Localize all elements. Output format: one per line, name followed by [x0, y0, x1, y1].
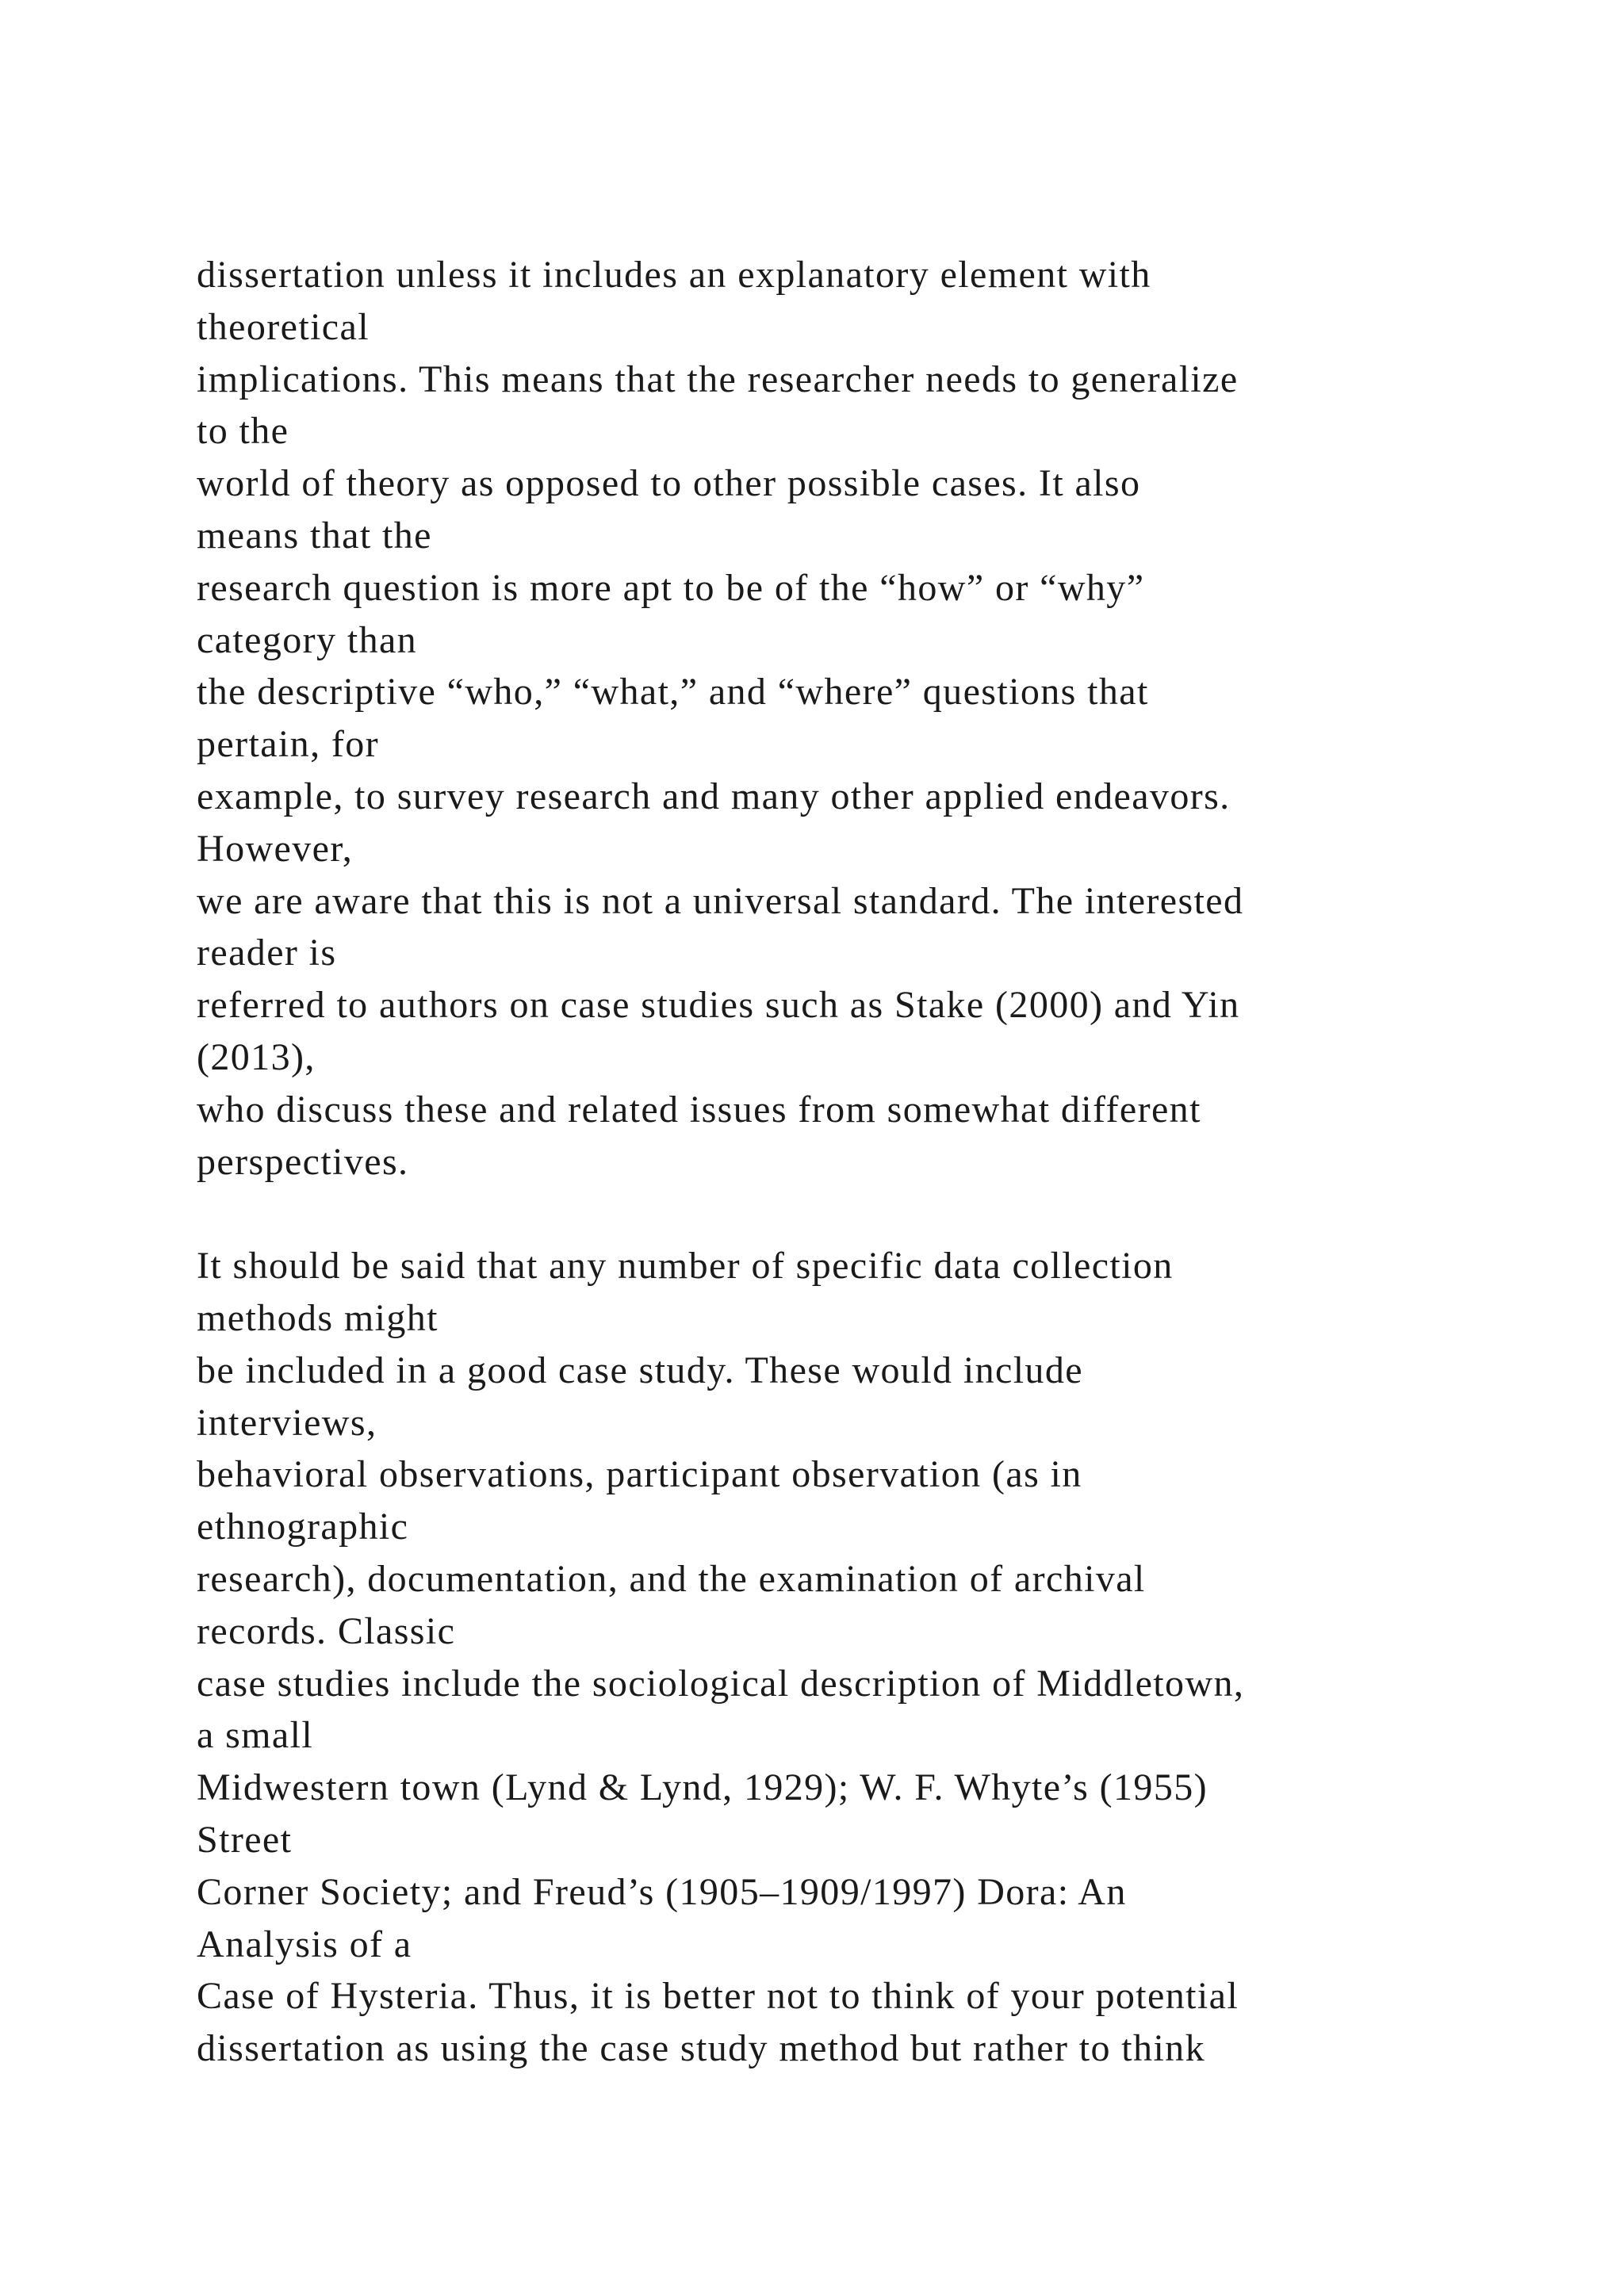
text-line: pertain, for — [197, 723, 380, 766]
text-line: be included in a good case study. These would include — [197, 1349, 1083, 1391]
paragraph-spacer — [197, 1188, 1545, 1240]
text-line: the descriptive “who,” “what,” and “where” questions that — [197, 671, 1149, 714]
text-line: dissertation unless it includes an explanatory element with — [197, 254, 1151, 296]
text-line: theoretical — [197, 305, 370, 348]
text-line: referred to authors on case studies such as Stake (2000) and Yin — [197, 984, 1240, 1027]
text-line: Street — [197, 1818, 293, 1861]
text-line: we are aware that this is not a universal standard. The interested — [197, 879, 1244, 922]
text-line: Analysis of a — [197, 1923, 412, 1965]
text-line: ethnographic — [197, 1506, 409, 1548]
text-line: It should be said that any number of specific data collection — [197, 1245, 1174, 1288]
text-line: dissertation as using the case study method but rather to think — [197, 2027, 1205, 2070]
text-line: case studies include the sociological description of Middletown, — [197, 1662, 1245, 1705]
text-line: reader is — [197, 932, 337, 974]
text-line: research), documentation, and the examination of archival — [197, 1557, 1146, 1600]
text-line: Corner Society; and Freud’s (1905–1909/1997) Dora: An — [197, 1870, 1127, 1913]
text-line: methods might — [197, 1296, 439, 1339]
text-line: world of theory as opposed to other possible cases. It also — [197, 462, 1141, 505]
paragraph-1 — [197, 249, 1545, 1188]
text-line: However, — [197, 827, 354, 870]
text-line: behavioral observations, participant observation (as in — [197, 1453, 1082, 1496]
text-line: means that the — [197, 514, 432, 557]
text-line: to the — [197, 410, 289, 453]
text-line: Case of Hysteria. Thus, it is better not to think of your potential — [197, 1975, 1239, 2018]
text-line: perspectives. — [197, 1140, 409, 1183]
text-line: (2013), — [197, 1035, 316, 1078]
paragraph-2 — [197, 1240, 1545, 2075]
text-line: a small — [197, 1714, 314, 1757]
text-line: records. Classic — [197, 1609, 456, 1652]
text-line: who discuss these and related issues from somewhat different — [197, 1088, 1201, 1131]
text-line: Midwestern town (Lynd & Lynd, 1929); W. F. Whyte’s (1955) — [197, 1766, 1208, 1809]
text-line: research question is more apt to be of the “how” or “why” — [197, 566, 1145, 609]
text-line: implications. This means that the researcher needs to generalize — [197, 358, 1239, 400]
text-line: interviews, — [197, 1401, 377, 1444]
document-body — [197, 249, 1545, 2075]
text-line: example, to survey research and many other applied endeavors. — [197, 775, 1231, 817]
text-line: category than — [197, 618, 418, 661]
